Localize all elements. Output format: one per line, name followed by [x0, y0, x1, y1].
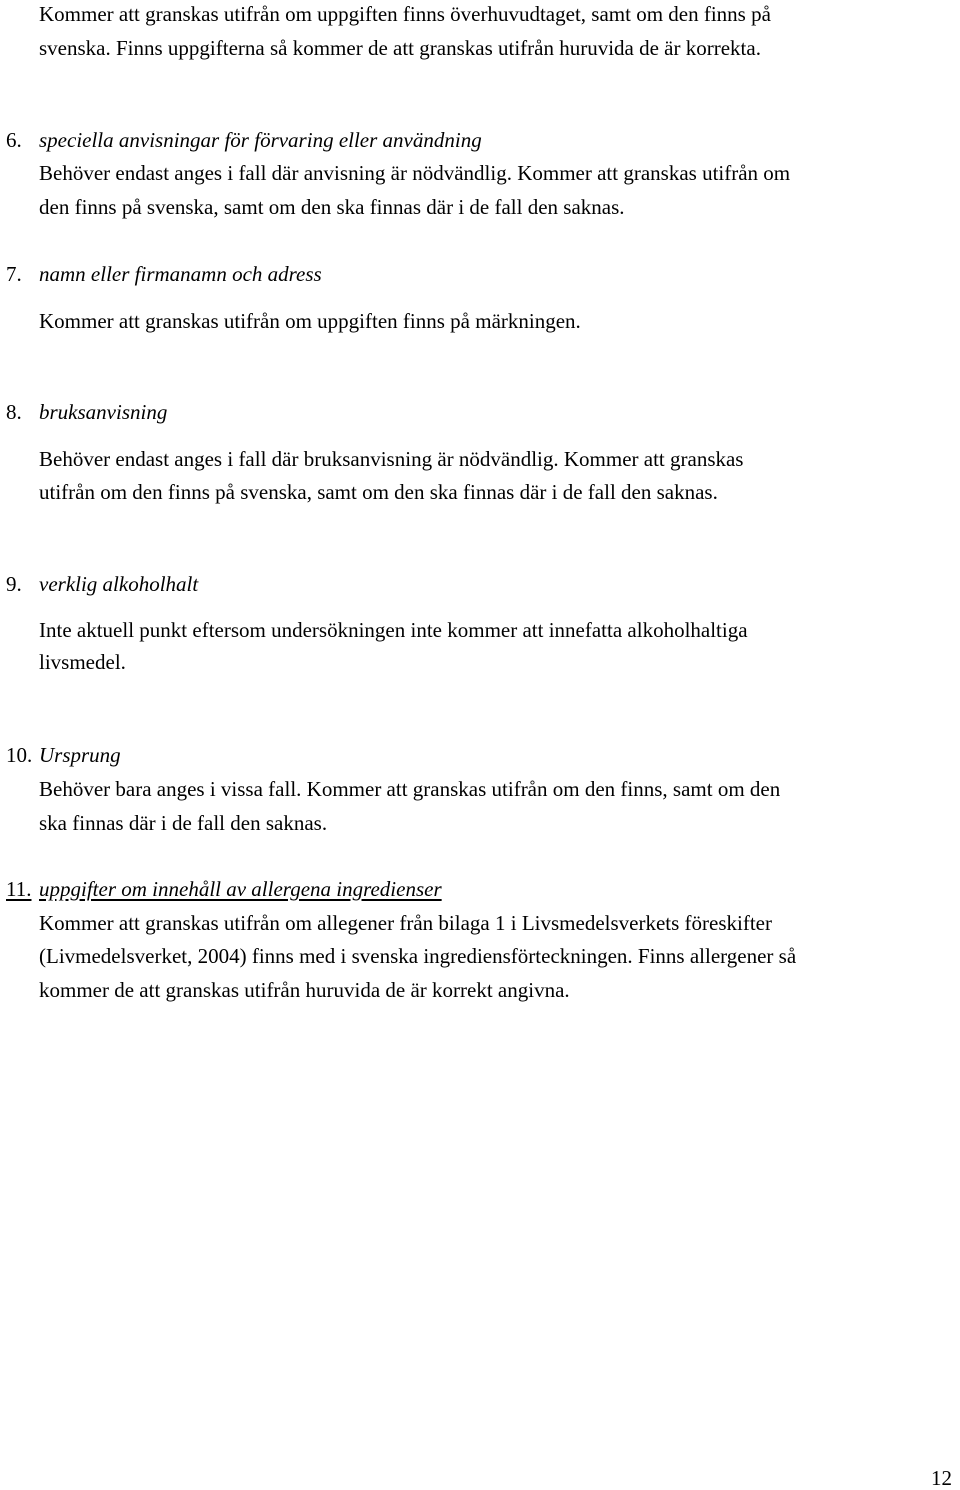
- section-8-line-1: Behöver endast anges i fall där bruksanvisning är nödvändlig. Kommer att granskas: [39, 447, 744, 471]
- section-6-line-2: den finns på svenska, samt om den ska finnas där i de fall den saknas.: [39, 195, 625, 219]
- intro-line-1: Kommer att granskas utifrån om uppgiften finns överhuvudtaget, samt om den finns på: [39, 2, 771, 26]
- section-7-heading: namn eller firmanamn och adress: [39, 262, 322, 286]
- section-9-line-2: livsmedel.: [39, 650, 126, 674]
- section-6-number: 6.: [6, 128, 22, 152]
- section-9-line-1: Inte aktuell punkt eftersom undersökningen inte kommer att innefatta alkoholhaltiga: [39, 618, 748, 642]
- page-number: 12: [931, 1466, 952, 1490]
- section-10-line-1: Behöver bara anges i vissa fall. Kommer att granskas utifrån om den finns, samt om den: [39, 777, 781, 801]
- section-10-line-2: ska finnas där i de fall den saknas.: [39, 811, 328, 835]
- section-7-number: 7.: [6, 262, 22, 286]
- section-8-line-2: utifrån om den finns på svenska, samt om den ska finnas där i de fall den saknas.: [39, 480, 718, 504]
- section-9-number: 9.: [6, 572, 22, 596]
- section-9-heading: verklig alkoholhalt: [39, 572, 199, 596]
- section-6-heading: speciella anvisningar för förvaring eller användning: [39, 128, 482, 152]
- section-11-number: 11.: [6, 877, 32, 901]
- section-8-number: 8.: [6, 400, 22, 424]
- section-10-heading: Ursprung: [39, 743, 121, 767]
- section-8-heading: bruksanvisning: [39, 400, 168, 424]
- intro-line-2: svenska. Finns uppgifterna så kommer de att granskas utifrån huruvida de är korrekta.: [39, 36, 761, 60]
- section-11-line-3: kommer de att granskas utifrån huruvida de är korrekt angivna.: [39, 978, 570, 1002]
- section-11-line-2: (Livmedelsverket, 2004) finns med i svenska ingrediensförteckningen. Finns allergener så: [39, 944, 797, 968]
- section-10-number: 10.: [6, 743, 33, 767]
- section-6-line-1: Behöver endast anges i fall där anvisning är nödvändlig. Kommer att granskas utifrån om: [39, 161, 791, 185]
- section-11-heading: uppgifter om innehåll av allergena ingredienser: [39, 877, 442, 901]
- section-7-line-1: Kommer att granskas utifrån om uppgiften finns på märkningen.: [39, 309, 581, 333]
- section-11-line-1: Kommer att granskas utifrån om allegener från bilaga 1 i Livsmedelsverkets föreskifter: [39, 911, 772, 935]
